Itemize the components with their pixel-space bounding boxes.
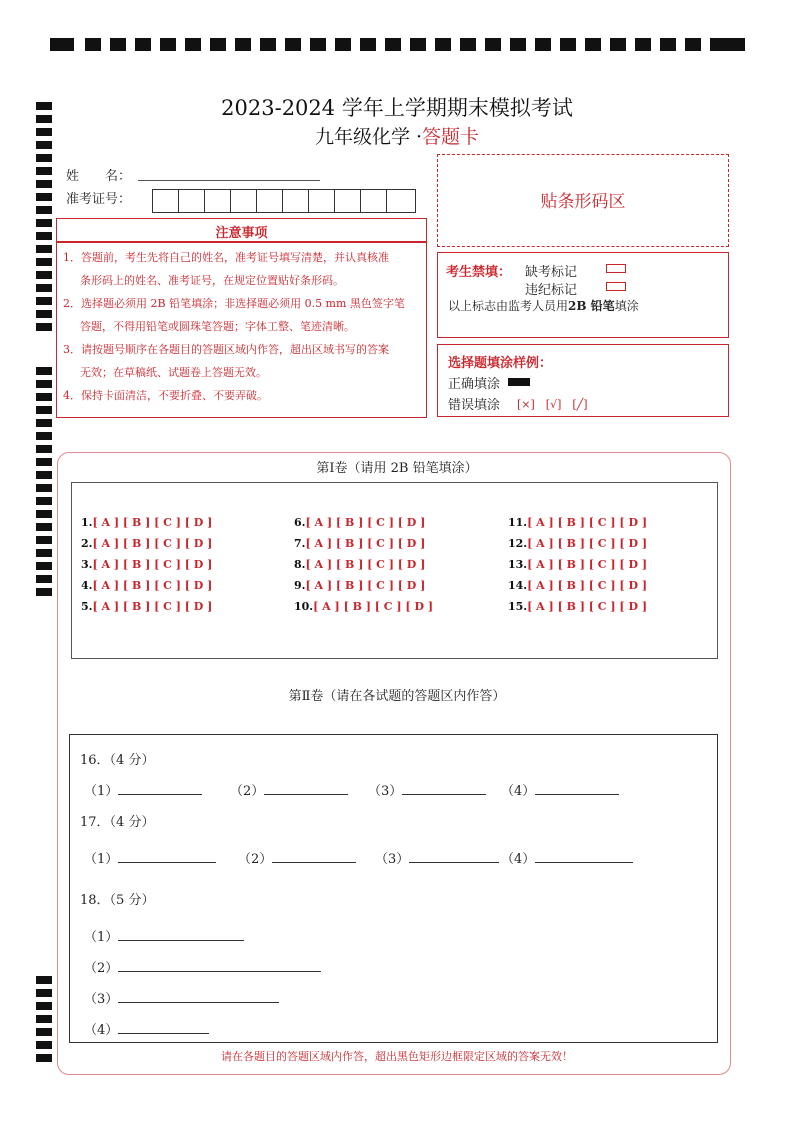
answer-options[interactable]: [ A ] [ B ] [ C ] [ D ] <box>527 537 648 550</box>
exam-id-digit-box[interactable] <box>204 189 231 213</box>
written-answer-section <box>69 734 718 1043</box>
proctor-note-pre: 以上标志由监考人员用 <box>448 299 569 313</box>
question-16-sub-2[interactable] <box>230 780 348 799</box>
answer-blank[interactable] <box>402 784 486 795</box>
question-number: 9. <box>294 579 306 592</box>
sub-question-number: （3） <box>368 784 403 799</box>
question-number: 12. <box>508 537 528 550</box>
answer-options[interactable]: [ A ] [ B ] [ C ] [ D ] <box>305 558 426 571</box>
question-number: 8. <box>294 558 306 571</box>
correct-fill-sample <box>508 378 530 386</box>
answer-card-label: 答题卡 <box>422 126 480 148</box>
question-18-sub-3[interactable] <box>84 988 279 1007</box>
exam-id-digit-box[interactable] <box>256 189 283 213</box>
sub-question-number: （1） <box>84 852 119 867</box>
sub-question-number: （4） <box>501 852 536 867</box>
subject-label: 九年级化学 <box>314 126 410 148</box>
proctor-only-label: 考生禁填： <box>446 265 512 280</box>
question-17-sub-4[interactable] <box>501 848 633 867</box>
choice-section <box>71 482 718 659</box>
answer-options[interactable]: [ A ] [ B ] [ C ] [ D ] <box>305 516 426 529</box>
note-line: 1．答题前，考生先将自己的姓名，准考证号填写清楚，并认真核准 <box>63 251 389 264</box>
proctor-note-post: 填涂 <box>614 299 639 313</box>
part2-title: 第Ⅱ卷（请在各试题的答题区内作答） <box>288 689 506 704</box>
sub-question-number: （2） <box>84 961 119 976</box>
question-16-sub-3[interactable] <box>368 780 486 799</box>
question-number: 4. <box>81 579 93 592</box>
note-line: 4．保持卡面清洁，不要折叠、不要弄破。 <box>63 389 268 402</box>
answer-blank[interactable] <box>535 784 619 795</box>
note-line: 无效；在草稿纸、试题卷上答题无效。 <box>80 366 267 379</box>
notes-header <box>56 218 427 242</box>
answer-blank[interactable] <box>264 784 348 795</box>
answer-options[interactable]: [ A ] [ B ] [ C ] [ D ] <box>527 558 648 571</box>
question-number: 5. <box>81 600 93 613</box>
sub-question-number: （1） <box>84 930 119 945</box>
side-timing-marks-middle <box>36 367 52 602</box>
question-10[interactable] <box>294 600 433 613</box>
question-number: 1. <box>81 516 93 529</box>
answer-options[interactable]: [ A ] [ B ] [ C ] [ D ] <box>92 537 213 550</box>
answer-blank[interactable] <box>535 852 633 863</box>
absent-mark-label: 缺考标记 <box>525 265 578 280</box>
answer-options[interactable]: [ A ] [ B ] [ C ] [ D ] <box>92 600 213 613</box>
answer-options[interactable]: [ A ] [ B ] [ C ] [ D ] <box>527 579 648 592</box>
answer-blank[interactable] <box>118 930 244 941</box>
question-number: 7. <box>294 537 306 550</box>
question-number: 13. <box>508 558 528 571</box>
footer-warning: 请在各题目的答题区域内作答，超出黑色矩形边框限定区域的答案无效！ <box>221 1050 573 1063</box>
sub-question-number: （2） <box>238 852 273 867</box>
question-16-label: 16．（4 分） <box>80 753 155 768</box>
question-number: 2. <box>81 537 93 550</box>
question-number: 3. <box>81 558 93 571</box>
question-18-label: 18．（5 分） <box>80 893 155 908</box>
sub-question-number: （4） <box>84 1023 119 1038</box>
question-7[interactable] <box>294 537 425 550</box>
question-17-sub-3[interactable] <box>375 848 499 867</box>
note-line: 2．选择题必须用 2B 铅笔填涂；非选择题必须用 0.5 mm 黑色签字笔 <box>63 297 405 310</box>
question-18-sub-1[interactable] <box>84 926 244 945</box>
exam-id-digit-box[interactable] <box>308 189 335 213</box>
question-15[interactable] <box>508 600 647 613</box>
question-number: 11. <box>508 516 528 529</box>
name-label: 姓 名： <box>66 169 132 184</box>
correct-fill-label: 正确填涂 <box>448 377 501 392</box>
answer-blank[interactable] <box>118 852 216 863</box>
top-timing-marks <box>50 38 745 52</box>
note-line: 条形码上的姓名、准考证号，在规定位置贴好条形码。 <box>80 274 344 287</box>
sub-question-number: （4） <box>501 784 536 799</box>
absent-mark-box[interactable] <box>606 264 626 273</box>
question-11[interactable] <box>508 516 647 529</box>
answer-options[interactable]: [ A ] [ B ] [ C ] [ D ] <box>92 558 213 571</box>
exam-id-label: 准考证号： <box>66 192 132 207</box>
violation-mark-box[interactable] <box>606 282 626 291</box>
question-9[interactable] <box>294 579 425 592</box>
answer-blank[interactable] <box>118 961 321 972</box>
question-18-sub-4[interactable] <box>84 1019 209 1038</box>
sub-question-number: （1） <box>84 784 119 799</box>
proctor-note-bold: 2B 铅笔 <box>568 299 615 313</box>
sub-question-number: （3） <box>84 992 119 1007</box>
exam-id-digit-box[interactable] <box>178 189 205 213</box>
subtitle-dot: · <box>416 126 423 148</box>
answer-options[interactable]: [ A ] [ B ] [ C ] [ D ] <box>527 516 648 529</box>
question-4[interactable] <box>81 579 212 592</box>
question-3[interactable] <box>81 558 212 571</box>
question-17-label: 17．（4 分） <box>80 815 155 830</box>
question-number: 10. <box>294 600 314 613</box>
note-line: 答题，不得用铅笔或圆珠笔答题；字体工整、笔迹清晰。 <box>80 320 355 333</box>
question-number: 15. <box>508 600 528 613</box>
answer-blank[interactable] <box>118 992 279 1003</box>
question-8[interactable] <box>294 558 425 571</box>
answer-blank[interactable] <box>409 852 499 863</box>
sub-question-number: （3） <box>375 852 410 867</box>
barcode-area-label: 贴条形码区 <box>540 192 626 212</box>
question-18-sub-2[interactable] <box>84 957 321 976</box>
notes-title: 注意事项 <box>215 226 268 241</box>
question-14[interactable] <box>508 579 647 592</box>
answer-options[interactable]: [ A ] [ B ] [ C ] [ D ] <box>92 579 213 592</box>
exam-id-boxes[interactable] <box>152 189 416 213</box>
answer-options[interactable]: [ A ] [ B ] [ C ] [ D ] <box>305 579 426 592</box>
question-1[interactable] <box>81 516 212 529</box>
answer-blank[interactable] <box>118 1023 209 1034</box>
fill-example-title: 选择题填涂样例： <box>448 356 553 371</box>
violation-mark-label: 违纪标记 <box>525 283 578 298</box>
question-17-sub-1[interactable] <box>84 848 216 867</box>
answer-options[interactable]: [ A ] [ B ] [ C ] [ D ] <box>313 600 434 613</box>
question-13[interactable] <box>508 558 647 571</box>
proctor-note <box>448 297 639 314</box>
note-line: 3．请按题号顺序在各题目的答题区域内作答，超出区域书写的答案 <box>63 343 389 356</box>
question-12[interactable] <box>508 537 647 550</box>
answer-options[interactable]: [ A ] [ B ] [ C ] [ D ] <box>92 516 213 529</box>
question-6[interactable] <box>294 516 425 529</box>
exam-id-digit-box[interactable] <box>282 189 309 213</box>
question-16-sub-4[interactable] <box>501 780 619 799</box>
proctor-marks-box <box>437 252 729 338</box>
question-5[interactable] <box>81 600 212 613</box>
barcode-area <box>437 154 729 247</box>
sub-question-number: （2） <box>230 784 265 799</box>
card-subtitle <box>0 122 794 149</box>
notes-box <box>56 242 427 418</box>
exam-id-digit-box[interactable] <box>152 189 179 213</box>
answer-options[interactable]: [ A ] [ B ] [ C ] [ D ] <box>305 537 426 550</box>
question-2[interactable] <box>81 537 212 550</box>
wrong-fill-label: 错误填涂 <box>448 398 501 413</box>
answer-blank[interactable] <box>272 852 356 863</box>
name-field[interactable] <box>138 180 320 181</box>
exam-id-digit-box[interactable] <box>360 189 387 213</box>
answer-options[interactable]: [ A ] [ B ] [ C ] [ D ] <box>527 600 648 613</box>
exam-id-digit-box[interactable] <box>386 189 416 213</box>
exam-id-digit-box[interactable] <box>334 189 361 213</box>
question-17-sub-2[interactable] <box>238 848 356 867</box>
exam-id-digit-box[interactable] <box>230 189 257 213</box>
wrong-fill-samples: [×] [√] [╱] <box>517 398 588 411</box>
question-16-sub-1[interactable] <box>84 780 202 799</box>
part1-title: 第Ⅰ卷（请用 2B 铅笔填涂） <box>316 461 478 476</box>
question-number: 14. <box>508 579 528 592</box>
question-number: 6. <box>294 516 306 529</box>
answer-blank[interactable] <box>118 784 202 795</box>
exam-title: 2023-2024 学年上学期期末模拟考试 <box>221 96 573 120</box>
fill-example-box <box>437 344 729 417</box>
